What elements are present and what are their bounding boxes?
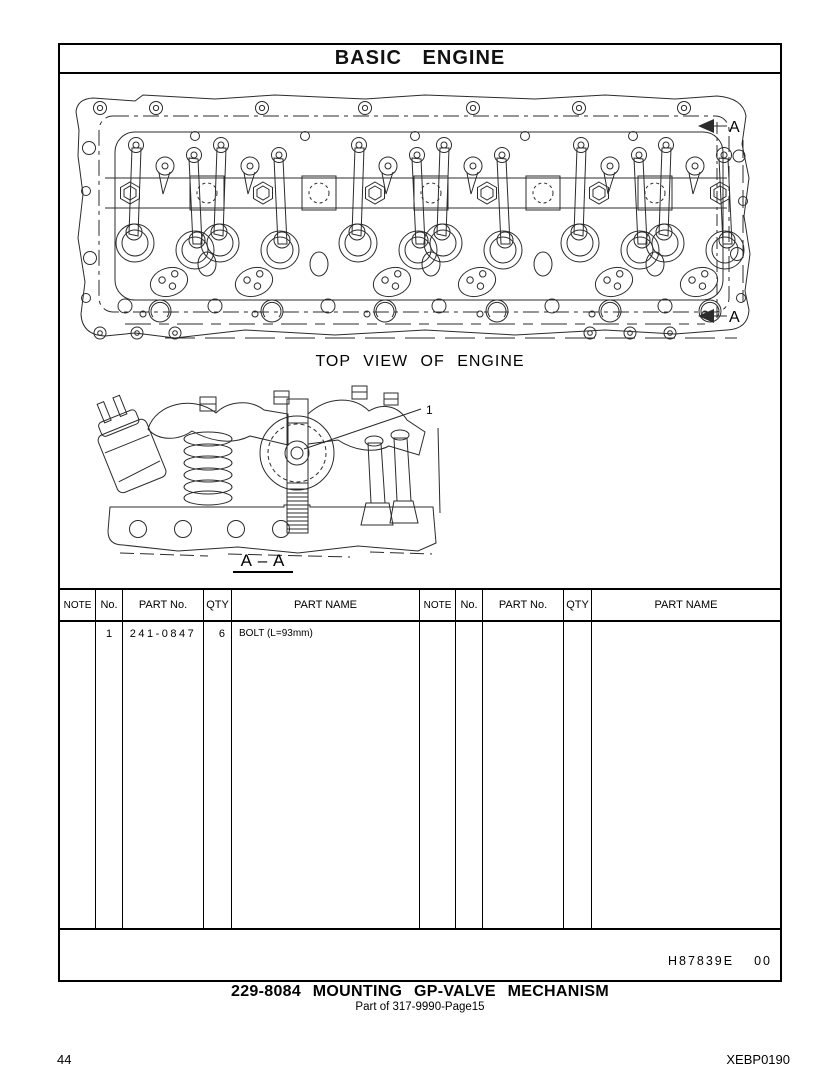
col-header-part-name: PART NAME xyxy=(232,590,420,620)
footer-code: XEBP0190 xyxy=(726,1052,790,1067)
cell-part-name-empty xyxy=(592,622,780,928)
callout-leader-line xyxy=(304,409,421,449)
doc-code xyxy=(58,954,772,968)
cell-part-no: 241-0847 xyxy=(123,622,204,928)
doc-code-value: H87839E xyxy=(667,954,735,968)
valve-cover-line xyxy=(99,116,729,312)
col-header-part-name: PART NAME xyxy=(654,599,718,611)
cell-no: 1 xyxy=(96,622,123,928)
callout-label-1: 1 xyxy=(426,403,433,417)
cell-no-empty xyxy=(456,622,483,928)
col-header-qty: QTY xyxy=(204,590,232,620)
parts-table-header xyxy=(60,590,780,622)
page-title: BASIC ENGINE xyxy=(334,47,506,69)
valve-spring xyxy=(184,432,232,505)
mounting-bolt xyxy=(260,399,334,533)
col-header-note: NOTE xyxy=(420,590,456,620)
cell-qty-empty xyxy=(564,622,592,928)
section-arrow-top-icon xyxy=(698,119,714,133)
parts-table xyxy=(58,588,782,930)
page-title-band xyxy=(58,43,782,74)
section-label-bottom: A xyxy=(729,309,740,326)
col-header-part-no: PART No. xyxy=(483,590,564,620)
section-caption: A – A xyxy=(218,551,308,571)
col-header-no: No. xyxy=(456,590,483,620)
col-header-no: No. xyxy=(96,590,123,620)
bolt-threads xyxy=(287,493,308,529)
cell-qty: 6 xyxy=(204,622,232,928)
cell-part-name: BOLT (L=93mm) xyxy=(232,622,420,928)
col-header-part-no: PART No. xyxy=(123,590,204,620)
part-subtitle: Part of 317-9990-Page15 xyxy=(355,1001,485,1013)
top-view-caption: TOP VIEW OF ENGINE xyxy=(315,353,525,370)
parts-table-body xyxy=(60,622,780,928)
part-number-title: 229-8084 MOUNTING GP-VALVE MECHANISM xyxy=(231,983,609,1000)
doc-revision: 00 xyxy=(754,954,772,968)
port-circles-row xyxy=(118,299,721,322)
sensor-assembly xyxy=(88,390,168,495)
section-label-top: A xyxy=(729,119,740,136)
cell-part-no-empty xyxy=(483,622,564,928)
cell-note xyxy=(60,622,96,928)
section-aa-drawing xyxy=(88,383,473,558)
bolt-holes-top xyxy=(94,102,691,115)
engine-top-view-drawing xyxy=(65,86,767,348)
col-header-qty: QTY xyxy=(564,590,592,620)
col-header-note: NOTE xyxy=(60,590,96,620)
page-number: 44 xyxy=(57,1052,72,1067)
pushrod-ends xyxy=(361,428,440,525)
base-casting xyxy=(108,505,436,557)
cell-note-empty xyxy=(420,622,456,928)
